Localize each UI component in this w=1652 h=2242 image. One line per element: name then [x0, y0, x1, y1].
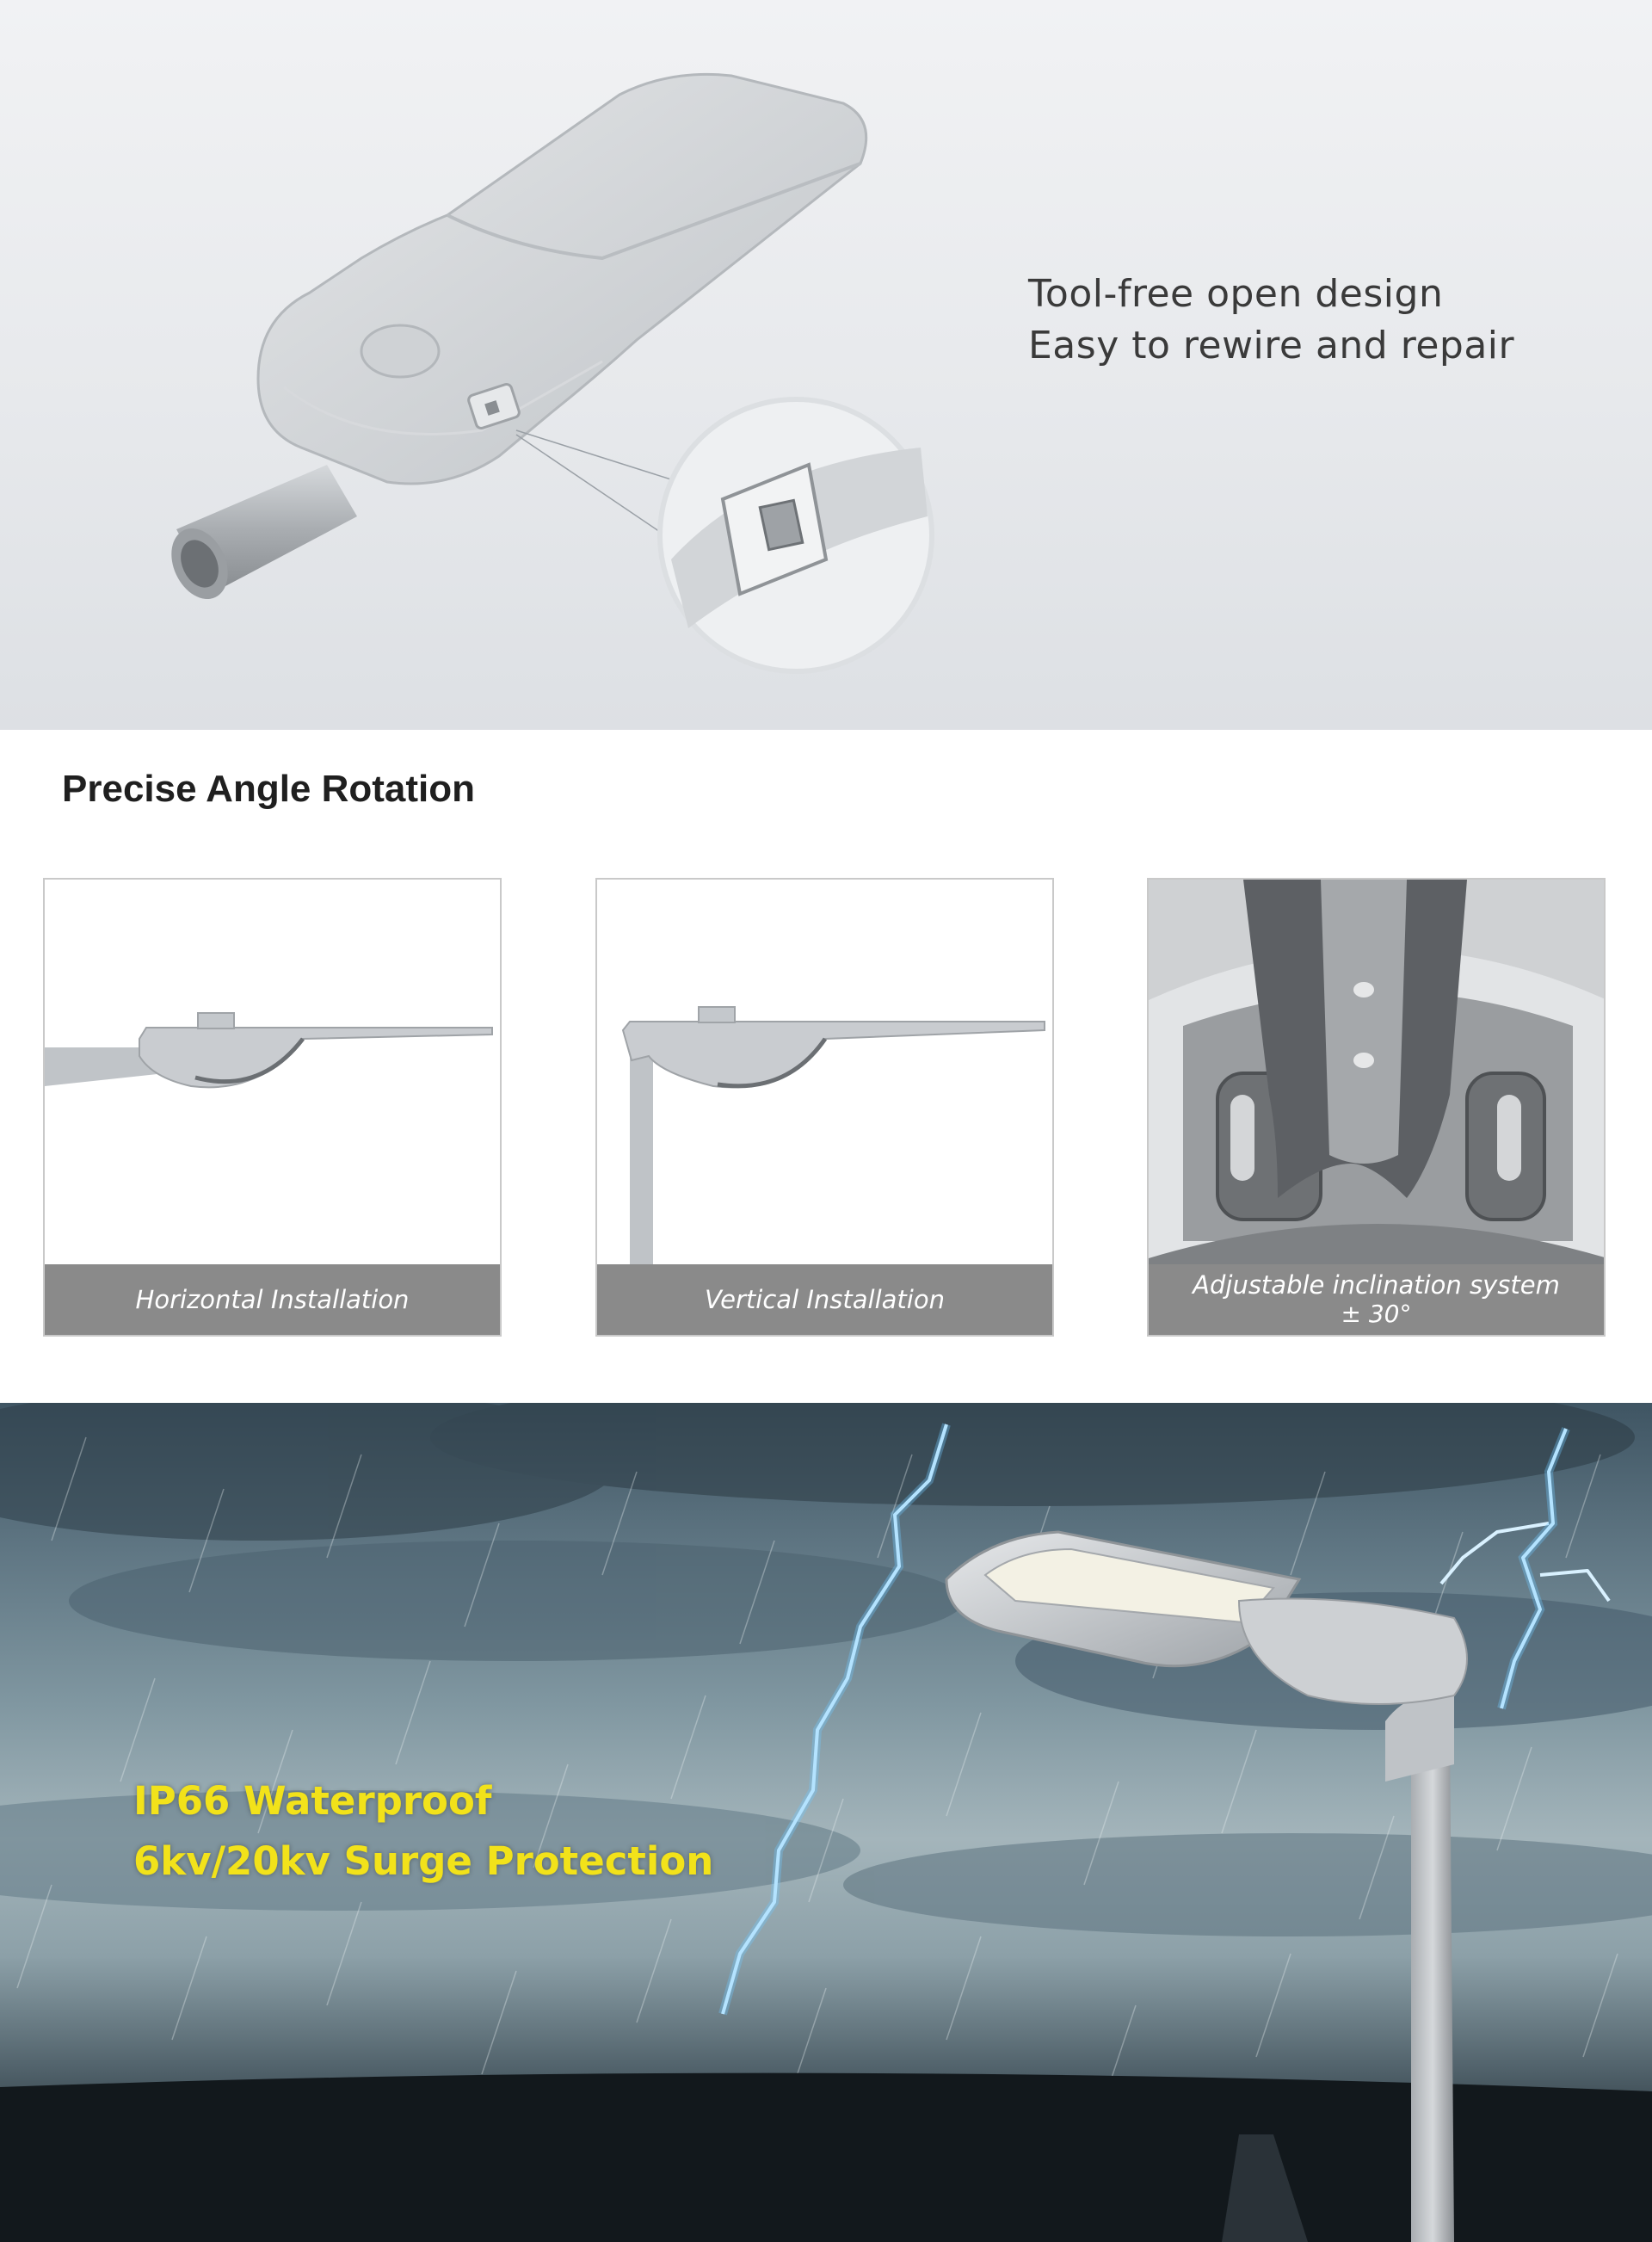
horizontal-installation-card [43, 878, 502, 1337]
waterproof-section [0, 1403, 1652, 2242]
mounting-pipe [161, 465, 357, 608]
vertical-installation-caption [597, 1264, 1052, 1335]
tool-free-line: Tool-free open design [1028, 272, 1444, 316]
surge-protection-line: 6kv/20kv Surge Protection [133, 1838, 714, 1884]
caption-text: Horizontal Installation [135, 1285, 410, 1314]
vertical-installation-card [595, 878, 1054, 1337]
inclination-system-card [1147, 878, 1606, 1337]
tool-free-text [1028, 269, 1514, 372]
tool-free-section [0, 0, 1652, 730]
horizontal-installation-caption [45, 1264, 500, 1335]
caption-angle-range: ± 30° [1341, 1300, 1412, 1328]
rewire-repair-line: Easy to rewire and repair [1028, 324, 1515, 367]
inclination-system-caption [1149, 1264, 1604, 1335]
ip66-line: IP66 Waterproof [133, 1778, 492, 1824]
road-horizon [0, 2073, 1652, 2242]
latch-detail-callout [660, 399, 932, 671]
caption-text: Adjustable inclination system [1193, 1270, 1560, 1300]
angle-rotation-heading: Precise Angle Rotation [62, 768, 476, 810]
caption-text: Vertical Installation [705, 1285, 945, 1314]
waterproof-text [133, 1771, 713, 1892]
